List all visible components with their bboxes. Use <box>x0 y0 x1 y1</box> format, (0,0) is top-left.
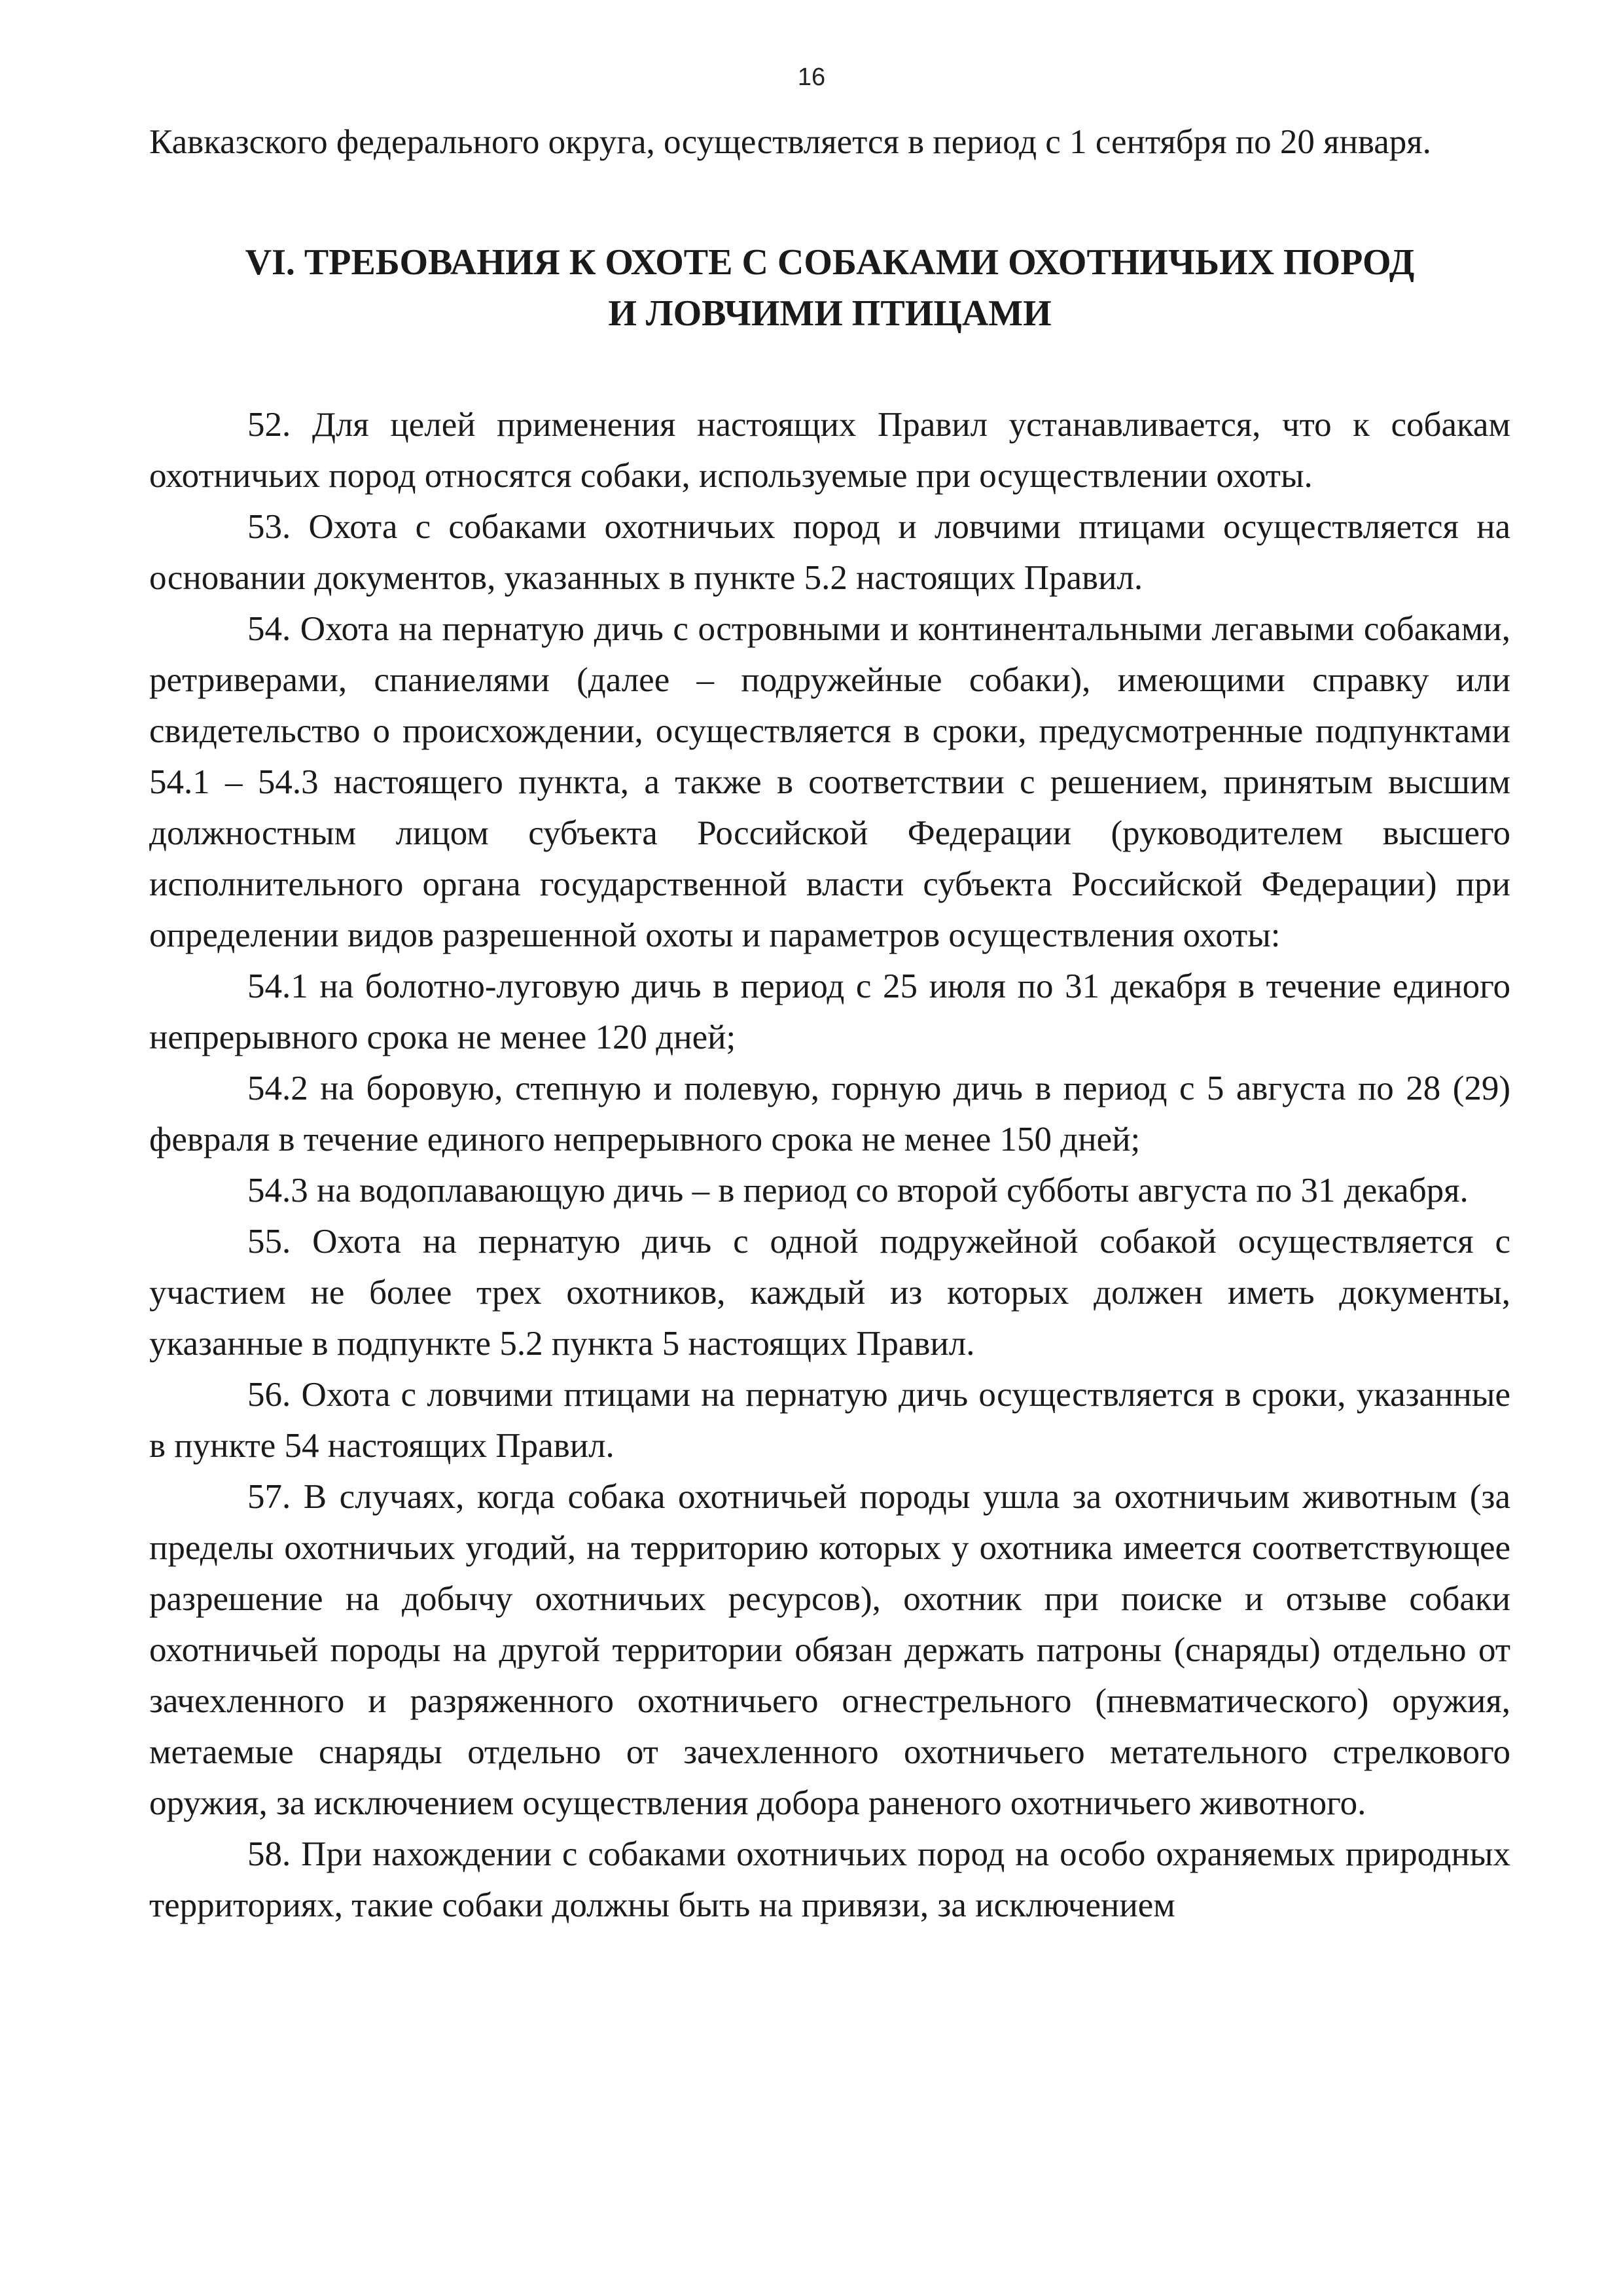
paragraph-54-1: 54.1 на болотно-луговую дичь в период с 25 июля по 31 декабря в течение единого непрерывного срока не менее 120 дней; <box>149 967 1510 1056</box>
section-heading-line1: VI. ТРЕБОВАНИЯ К ОХОТЕ С СОБАКАМИ ОХОТНИЧЬИХ ПОРОД <box>245 242 1415 283</box>
paragraph-55: 55. Охота на пернатую дичь с одной подружейной собакой осуществляется с участием не более трех охотников, каждый из которых должен иметь документы, указанные в подпункте 5.2 пункта 5 настоящих Правил. <box>149 1223 1510 1363</box>
paragraph-54-3: 54.3 на водоплавающую дичь – в период со второй субботы августа по 31 декабря. <box>247 1172 1469 1210</box>
paragraph-53: 53. Охота с собаками охотничьих пород и ловчими птицами осуществляется на основании документов, указанных в пункте 5.2 настоящих Правил. <box>149 508 1510 597</box>
paragraph-58: 58. При нахождении с собаками охотничьих пород на особо охраняемых природных территориях, такие собаки должны быть на привязи, за исключением <box>149 1835 1510 1924</box>
section-heading-line2: И ЛОВЧИМИ ПТИЦАМИ <box>608 293 1052 334</box>
paragraph-56: 56. Охота с ловчими птицами на пернатую дичь осуществляется в сроки, указанные в пункте 54 настоящих Правил. <box>149 1376 1510 1465</box>
paragraph-54: 54. Охота на пернатую дичь с островными и континентальными легавыми собаками, ретриверами, спаниелями (далее – подружейные собаки), имеющими справку или свидетельство о происхождении, осуществляется в сроки, предусмотренные подпунктами 54.1 – 54.3 настоящего пункта, а также в соответствии с решением, принятым высшим должностным лицом субъекта Российской Федерации (руководителем высшего исполнительного органа государственной власти субъекта Российской Федерации) при определении видов разрешенной охоты и параметров осуществления охоты: <box>149 610 1510 954</box>
paragraph-52: 52. Для целей применения настоящих Правил устанавливается, что к собакам охотничьих пород относятся собаки, используемые при осуществлении охоты. <box>149 406 1510 495</box>
section-heading <box>149 237 1510 339</box>
paragraph-57: 57. В случаях, когда собака охотничьей породы ушла за охотничьим животным (за пределы охотничьих угодий, на территорию которых у охотника имеется соответствующее разрешение на добычу охотничьих ресурсов), охотник при поиске и отзыве собаки охотничьей породы на другой территории обязан держать патроны (снаряды) отдельно от зачехленного и разряженного охотничьего огнестрельного (пневматического) оружия, метаемые снаряды отдельно от зачехленного охотничьего метательного стрелкового оружия, за исключением осуществления добора раненого охотничьего животного. <box>149 1478 1510 1822</box>
page-number: 16 <box>797 63 826 91</box>
document-body <box>149 117 1510 1931</box>
paragraph-54-2: 54.2 на боровую, степную и полевую, горную дичь в период с 5 августа по 28 (29) февраля в течение единого непрерывного срока не менее 150 дней; <box>149 1069 1510 1158</box>
intro-paragraph: Кавказского федерального округа, осуществляется в период с 1 сентября по 20 января. <box>149 123 1431 161</box>
